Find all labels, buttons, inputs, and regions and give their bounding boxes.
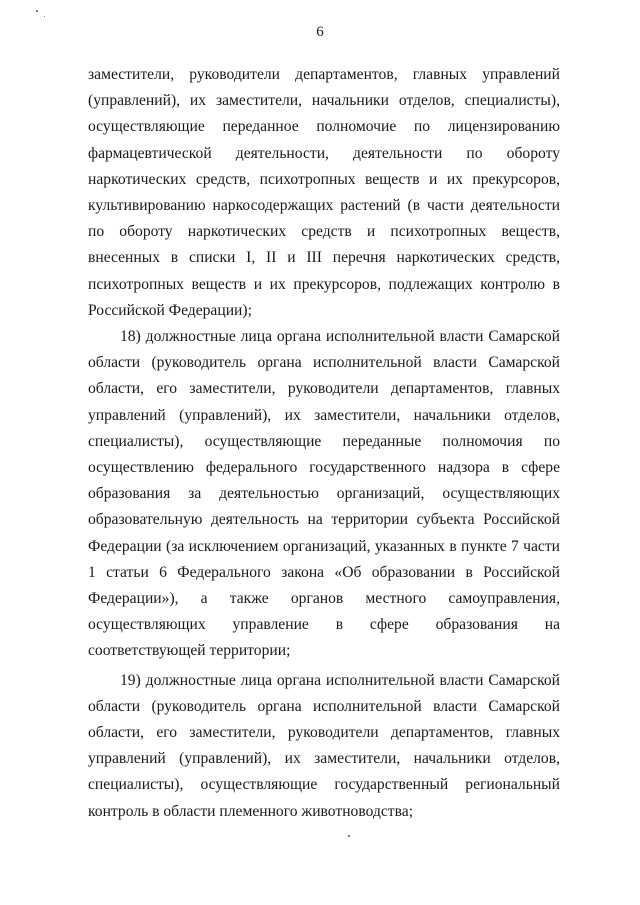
page-number: 6 — [316, 24, 324, 40]
scan-speck — [348, 835, 350, 837]
scan-speck — [36, 10, 38, 12]
document-body — [88, 62, 560, 825]
scan-speck — [44, 16, 45, 17]
paragraph-item-19: 19) должностные лица органа исполнительной власти Самарской области (руководитель органа исполнительной власти Самарской области, его заместители, руководители департаментов, главных управлений (управлений), их заместители, начальники отделов, специалисты), осуществляющие государственный региональный контроль в области племенного животноводства; — [88, 671, 560, 820]
paragraph-item-18: 18) должностные лица органа исполнительной власти Самарской области (руководитель органа исполнительной власти Самарской области, его заместители, руководители департаментов, главных управлений (управлений), их заместители, начальники отделов, специалисты), осуществляющие переданные полномочия по осуществлению федерального государственного надзора в сфере образования за деятельностью организаций, осуществляющих образовательную деятельность на территории субъекта Российской Федерации (за исключением организаций, указанных в пункте 7 части 1 статьи 6 Федерального закона «Об образовании в Российской Федерации»), а также органов местного самоуправления, осуществляющих управление в сфере образования на соответствующей территории; — [88, 328, 560, 660]
paragraph-continuation: заместители, руководители департаментов, главных управлений (управлений), их заместители, начальники отделов, специалисты), осуществляющие переданное полномочие по лицензированию фармацевтической деятельности, деятельности по обороту наркотических средств, психотропных веществ и их прекурсоров, культивированию наркосодержащих растений (в части деятельности по обороту наркотических средств и психотропных веществ, внесенных в списки I, II и III перечня наркотических средств, психотропных веществ и их прекурсоров, подлежащих контролю в Российской Федерации); — [88, 66, 560, 319]
